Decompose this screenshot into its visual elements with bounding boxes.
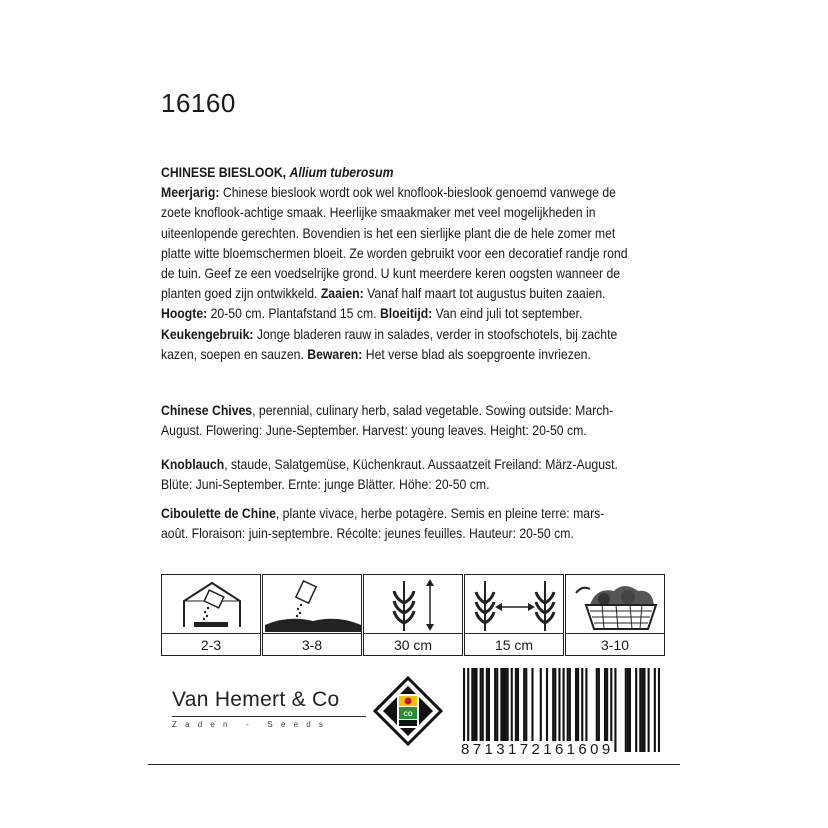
barcode-bar [585,668,587,752]
english-name: Chinese Chives [161,403,253,418]
brand-subtitle: Zaden - Seeds [172,720,332,729]
german-text: , staude, Salatgemüse, Küchenkraut. Aussaatzeit Freiland: März-August. Blüte: Juni-September. Ernte: junge Blätter. Höhe: 20-50 cm. [161,457,618,493]
greenhouse-sowing-label: 2-3 [200,636,222,653]
german-description [161,455,629,495]
bottom-rule [148,764,680,765]
harvest-basket-cell [565,574,665,656]
barcode-bar [641,668,643,752]
latin-name: Allium tuberosum [289,165,394,180]
greenhouse-sowing-icon [162,575,260,634]
bloom-label: Bloeitijd: [379,306,433,322]
barcode-bar [558,668,560,752]
barcode-bar [639,668,641,752]
plant-height-label: 30 cm [393,636,433,653]
barcode-bar [517,668,519,752]
barcode-bar [567,668,569,752]
barcode-bar [658,668,660,752]
barcode [463,668,660,752]
barcode-bar [635,668,637,752]
brand-logo-icon [373,676,443,751]
svg-text:CO: CO [403,712,413,718]
barcode-bar [654,668,656,752]
barcode-bar [643,668,645,752]
english-text: , perennial, culinary herb, salad vegetable. Sowing outside: March-August. Flowering: June-September. Harvest: young leaves. Height: 20-50 cm. [161,403,614,439]
barcode-bar [504,668,506,752]
barcode-bar [480,668,482,752]
height-text: 20-50 cm. Plantafstand 15 cm. [207,306,380,322]
barcode-bar [482,668,484,752]
harvest-basket-label: 3-10 [600,636,630,653]
sow-label: Zaaien: [320,286,364,302]
dutch-description [161,163,629,365]
barcode-bar [648,668,650,752]
barcode-bar [596,668,598,752]
barcode-bar [500,668,502,752]
plant-height-cell [363,574,463,656]
store-text: Het verse blad als soepgroente invriezen. [362,346,591,362]
barcode-bar [546,668,548,752]
outdoor-sowing-cell [262,574,362,656]
kitchen-label: Keukengebruik: [161,326,254,342]
barcode-bar [575,668,577,752]
outdoor-sowing-icon [263,575,361,634]
french-name: Ciboulette de Chine [161,506,276,521]
plant-height-icon [364,575,462,634]
barcode-bar [610,668,612,752]
height-label: Hoogte: [161,306,208,322]
dutch-title: CHINESE BIESLOOK, [161,165,290,180]
barcode-digits: 8713172161609 [461,741,614,758]
barcode-bar [496,668,498,752]
barcode-bar [463,668,465,752]
brand-block [172,688,366,729]
barcode-bar [511,668,513,752]
barcode-bar [515,668,517,752]
barcode-bar [577,668,579,752]
barcode-bar [552,668,554,752]
brand-name: Van Hemert & Co [172,688,340,711]
store-label: Bewaren: [307,346,363,362]
barcode-bar [523,668,525,752]
dutch-text: Chinese bieslook wordt ook wel knoflook-bieslook genoemd vanwege de zoete knoflook-achtige smaak. Heerlijke smaakmaker met veel mogelijkheden in uiteenlopende gerechten. Bovendien is het een sierlijke plant die de hele zomer met platte witte bloemschermen bloeit. Ze worden gebruikt voor een decoratief randje rond de tuin. Geef ze een voedselrijke grond. U kunt meerdere keren oogsten wanneer de planten goed zijn ontwikkeld. [161,185,628,302]
barcode-bar [486,668,488,752]
barcode-bar [531,668,533,752]
kitchen-text: Jonge bladeren rauw in salades, verder in stoofschotels, bij zachte kazen, soepen en sauzen. [161,326,618,362]
growing-info-icons [161,574,665,656]
barcode-bar [606,668,608,752]
barcode-bar [467,668,469,752]
barcode-bar [475,668,477,752]
greenhouse-sowing-cell [161,574,261,656]
german-name: Knoblauch [161,457,225,472]
barcode-bar [540,668,542,752]
barcode-bar [604,668,606,752]
barcode-bar [625,668,627,752]
french-description [161,504,629,544]
english-description [161,401,629,441]
plant-spacing-cell [464,574,564,656]
barcode-bar [471,668,473,752]
barcode-bar [502,668,504,752]
barcode-bar [598,668,600,752]
barcode-bar [473,668,475,752]
barcode-bar [554,668,556,752]
perennial-label: Meerjarig: [161,185,220,201]
barcode-bar [494,668,496,752]
barcode-bar [488,668,490,752]
product-code: 16160 [161,88,236,118]
barcode-bar [563,668,565,752]
barcode-bar [507,668,509,752]
barcode-bar [581,668,583,752]
outdoor-sowing-label: 3-8 [301,636,323,653]
barcode-bar [525,668,527,752]
barcode-bar [569,668,571,752]
sow-text: Vanaf half maart tot augustus buiten zaaien. [363,286,606,302]
plant-spacing-label: 15 cm [494,636,534,653]
french-text: , plante vivace, herbe potagère. Semis en pleine terre: mars-août. Floraison: juin-septembre. Récolte: jeunes feuilles. Hauteur: 20-50 cm. [161,506,605,542]
harvest-basket-icon [566,575,664,634]
plant-spacing-icon [465,575,563,634]
brand-divider [172,716,366,717]
barcode-bar [629,668,631,752]
barcode-bar [627,668,629,752]
bloom-text: Van eind juli tot september. [432,306,583,322]
barcode-bar [614,668,616,752]
